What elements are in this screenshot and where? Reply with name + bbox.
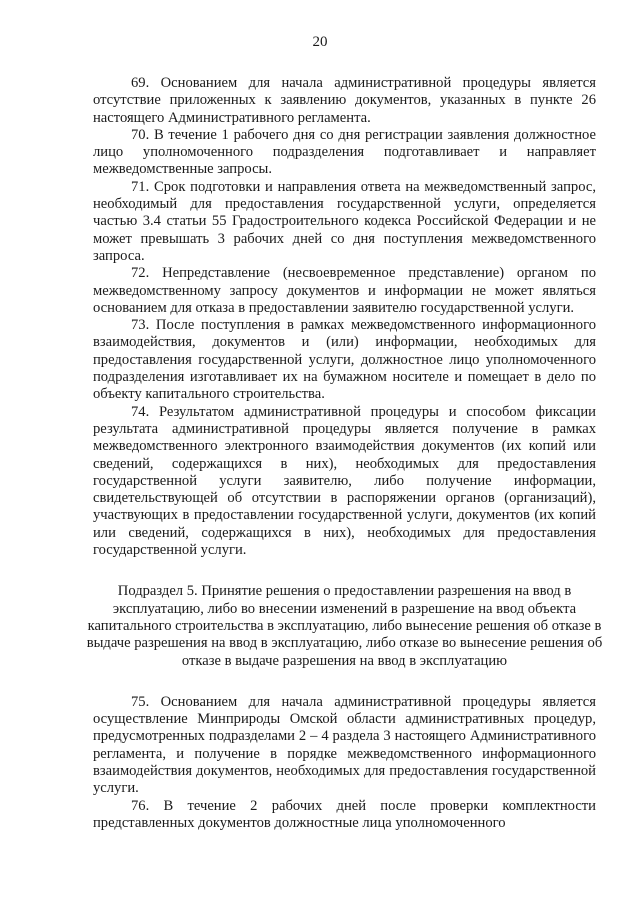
paragraph-72: 72. Непредставление (несвоевременное представление) органом по межведомственному запросу документов и информации не может являться основанием для отказа в предоставлении заявителю государственной услуги. xyxy=(93,265,596,316)
page-number: 20 xyxy=(312,34,328,50)
page-content xyxy=(86,75,603,832)
subsection-heading: Подраздел 5. Принятие решения о предоставлении разрешения на ввод в эксплуатацию, либо во внесении изменений в разрешение на ввод объекта капитального строительства в эксплуатацию, либо вынесение решения об отказе в выдаче разрешения на ввод в эксплуатацию, либо отказе во вынесение решения об отказе в выдаче разрешения на ввод в эксплуатацию xyxy=(86,583,603,669)
paragraph-71: 71. Срок подготовки и направления ответа на межведомственный запрос, необходимый для предоставления государственной услуги, определяется частью 3.4 статьи 55 Градостроительного кодекса Российской Федерации и не может превышать 3 рабочих дней со дня поступления межведомственного запроса. xyxy=(93,178,596,264)
paragraph-75: 75. Основанием для начала административной процедуры является осуществление Минприроды Омской области административных процедур, предусмотренных подразделами 2 – 4 раздела 3 настоящего Административного регламента, и получение в порядке межведомственного информационного взаимодействия документов, необходимых для предоставления государственной услуги. xyxy=(93,693,596,797)
paragraph-69: 69. Основанием для начала административной процедуры является отсутствие приложенных к заявлению документов, указанных в пункте 26 настоящего Административного регламента. xyxy=(93,75,596,126)
paragraph-76: 76. В течение 2 рабочих дней после проверки комплектности представленных документов должностные лица уполномоченного xyxy=(93,797,596,831)
paragraph-73: 73. После поступления в рамках межведомственного информационного взаимодействия, документов и (или) информации, необходимых для предоставления государственной услуги, должностное лицо уполномоченного подразделения изготавливает их на бумажном носителе и помещает в дело по объекту капитального строительства. xyxy=(93,317,596,403)
paragraph-70: 70. В течение 1 рабочего дня со дня регистрации заявления должностное лицо уполномоченного подразделения подготавливает и направляет межведомственные запросы. xyxy=(93,126,596,178)
paragraph-74: 74. Результатом административной процедуры и способом фиксации результата административной процедуры является получение в рамках межведомственного электронного взаимодействия документов (их копий или сведений, содержащихся в них), необходимых для предоставления государственной услуги заявителю, либо получение информации, свидетельствующей об отсутствии в распоряжении органов (организаций), участвующих в предоставлении государственной услуги, документов (их копий или сведений, содержащихся в них), необходимых для предоставления государственной услуги. xyxy=(93,403,596,559)
